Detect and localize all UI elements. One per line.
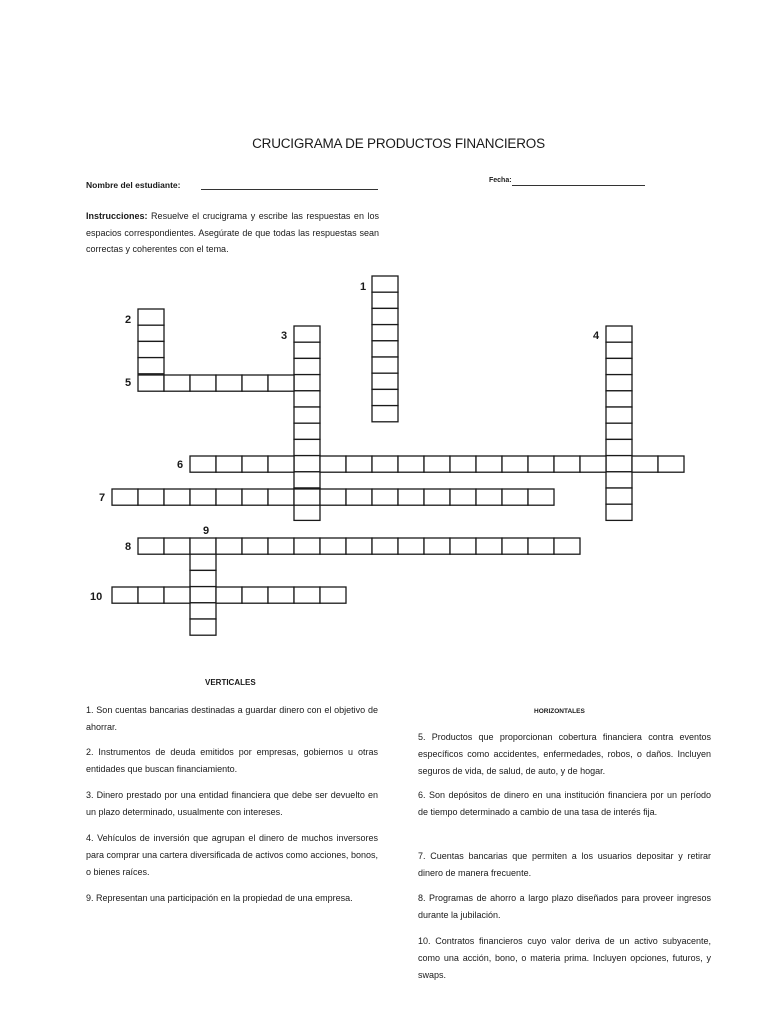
crossword-cell[interactable] [528,489,554,505]
crossword-cell[interactable] [528,538,554,554]
crossword-cell[interactable] [138,538,164,554]
crossword-cell[interactable] [476,489,502,505]
crossword-cell[interactable] [424,538,450,554]
crossword-cell[interactable] [190,587,216,603]
crossword-cell[interactable] [190,603,216,619]
vertical-clue: 1. Son cuentas bancarias destinadas a guardar dinero con el objetivo de ahorrar. [86,705,378,732]
crossword-cell[interactable] [216,456,242,472]
page-title: CRUCIGRAMA DE PRODUCTOS FINANCIEROS [252,136,545,151]
crossword-cell[interactable] [372,276,398,292]
clue-number: 5 [125,377,132,389]
crossword-cell[interactable] [216,538,242,554]
crossword-cell[interactable] [242,456,268,472]
crossword-cell[interactable] [372,406,398,422]
crossword-cell[interactable] [320,456,346,472]
crossword-cell[interactable] [294,326,320,342]
date-label: Fecha: [489,177,512,184]
crossword-cell[interactable] [320,489,346,505]
crossword-cell[interactable] [554,538,580,554]
crossword-cell[interactable] [294,407,320,423]
horizontal-clue: 7. Cuentas bancarias que permiten a los usuarios depositar y retirar dinero de manera frecuente. [418,851,711,878]
crossword-cell[interactable] [606,326,632,342]
crossword-cell[interactable] [450,456,476,472]
crossword-cell[interactable] [216,587,242,603]
clue-number: 6 [177,459,184,471]
crossword-cell[interactable] [450,538,476,554]
instructions-text: Resuelve el crucigrama y escribe las respuestas en los espacios correspondientes. Asegúrate de que todas las respuestas sean correctas y coherentes con el tema. [86,211,379,254]
crossword-cell[interactable] [372,341,398,357]
vertical-clue: 9. Representan una participación en la propiedad de una empresa. [86,893,353,903]
crossword-cell[interactable] [398,456,424,472]
crossword-cell[interactable] [190,570,216,586]
crossword-cell[interactable] [606,407,632,423]
crossword-cell[interactable] [138,587,164,603]
horizontales-heading: HORIZONTALES [534,708,585,715]
crossword-cell[interactable] [138,375,164,391]
clue-number: 2 [125,314,132,326]
crossword-cell[interactable] [502,538,528,554]
crossword-cell[interactable] [372,489,398,505]
crossword-cell[interactable] [554,456,580,472]
clue-number: 10 [90,591,103,603]
crossword-cell[interactable] [372,389,398,405]
clue-number: 1 [360,281,367,293]
crossword-cell[interactable] [372,308,398,324]
crossword-cell[interactable] [372,325,398,341]
crossword-cell[interactable] [268,456,294,472]
crossword-cell[interactable] [294,439,320,455]
crossword-cell[interactable] [372,373,398,389]
clue-number: 7 [99,492,106,504]
clue-number: 8 [125,541,132,553]
verticales-heading: VERTICALES [205,678,256,687]
crossword-cell[interactable] [138,325,164,341]
crossword-cell[interactable] [138,358,164,374]
crossword-cell[interactable] [268,587,294,603]
vertical-clue: 4. Vehículos de inversión que agrupan el dinero de muchos inversores para comprar una cartera diversificada de activos como acciones, bonos, o bienes raíces. [86,833,378,877]
horizontal-clue: 8. Programas de ahorro a largo plazo diseñados para proveer ingresos durante la jubilación. [418,893,711,920]
crossword-cell[interactable] [242,375,268,391]
crossword-cell[interactable] [632,456,658,472]
student-name-label: Nombre del estudiante: [86,180,181,190]
crossword-cell[interactable] [606,423,632,439]
crossword-cell[interactable] [606,504,632,520]
horizontal-clue: 10. Contratos financieros cuyo valor deriva de un activo subyacente, como una acción, bono, o materia prima. Incluyen opciones, futuros, y swaps. [418,936,711,980]
crossword-cell[interactable] [164,489,190,505]
crossword-cell[interactable] [164,538,190,554]
crossword-cell[interactable] [606,456,632,472]
crossword-cell[interactable] [346,489,372,505]
crossword-cell[interactable] [606,488,632,504]
clue-number: 3 [281,330,288,342]
crossword-cell[interactable] [138,341,164,357]
crossword-cell[interactable] [294,423,320,439]
horizontal-clue: 5. Productos que proporcionan cobertura financiera contra eventos específicos como accidentes, enfermedades, robos, o daños. Incluyen seguros de vida, de salud, de auto, y de hogar. [418,732,711,776]
crossword-cell[interactable] [398,538,424,554]
crossword-cell[interactable] [190,456,216,472]
crossword-cell[interactable] [424,456,450,472]
crossword-cell[interactable] [294,489,320,505]
crossword-cell[interactable] [528,456,554,472]
crossword-cell[interactable] [294,472,320,488]
crossword-cell[interactable] [216,375,242,391]
crossword-cell[interactable] [268,489,294,505]
crossword-cell[interactable] [112,587,138,603]
crossword-cell[interactable] [658,456,684,472]
clue-number: 9 [203,525,210,537]
crossword-cell[interactable] [450,489,476,505]
crossword-cell[interactable] [242,538,268,554]
crossword-cell[interactable] [294,456,320,472]
crossword-cell[interactable] [294,538,320,554]
crossword-cell[interactable] [606,439,632,455]
crossword-cell[interactable] [190,538,216,554]
clue-number: 4 [593,330,600,342]
crossword-cell[interactable] [294,342,320,358]
crossword-cell[interactable] [294,391,320,407]
crossword-cell[interactable] [398,489,424,505]
crossword-cell[interactable] [216,489,242,505]
crossword-cell[interactable] [606,375,632,391]
crossword-cell[interactable] [424,489,450,505]
crossword-cell[interactable] [606,472,632,488]
crossword-cell[interactable] [346,538,372,554]
crossword-cell[interactable] [268,538,294,554]
crossword-cell[interactable] [190,554,216,570]
crossword-cell[interactable] [372,538,398,554]
crossword-cell[interactable] [138,489,164,505]
crossword-cell[interactable] [294,587,320,603]
crossword-cell[interactable] [190,375,216,391]
crossword-cell[interactable] [476,538,502,554]
crossword-cell[interactable] [606,342,632,358]
crossword-cell[interactable] [372,357,398,373]
horizontal-clue: 6. Son depósitos de dinero en una institución financiera por un período de tiempo determinado a cambio de una tasa de interés fija. [418,790,711,817]
instructions-label: Instrucciones: [86,211,148,221]
crossword-cell[interactable] [138,309,164,325]
crossword-cell[interactable] [320,538,346,554]
crossword-cell[interactable] [372,292,398,308]
vertical-clue: 2. Instrumentos de deuda emitidos por empresas, gobiernos u otras entidades que buscan financiamiento. [86,747,378,774]
crossword-cell[interactable] [242,489,268,505]
crossword-cell[interactable] [320,587,346,603]
crossword-cell[interactable] [268,375,294,391]
crossword-cell[interactable] [294,358,320,374]
crossword-cell[interactable] [164,375,190,391]
crossword-cell[interactable] [242,587,268,603]
crossword-cell[interactable] [294,375,320,391]
crossword-cell[interactable] [190,489,216,505]
crossword-cell[interactable] [606,391,632,407]
crossword-cell[interactable] [112,489,138,505]
crossword-cell[interactable] [580,456,606,472]
crossword-cell[interactable] [606,358,632,374]
crossword-cell[interactable] [502,456,528,472]
crossword-cell[interactable] [476,456,502,472]
crossword-cell[interactable] [294,504,320,520]
crossword-cell[interactable] [502,489,528,505]
crossword-cell[interactable] [346,456,372,472]
crossword-cell[interactable] [372,456,398,472]
crossword-cell[interactable] [190,619,216,635]
vertical-clue: 3. Dinero prestado por una entidad financiera que debe ser devuelto en un plazo determinado, usualmente con intereses. [86,790,378,817]
crossword-cell[interactable] [164,587,190,603]
